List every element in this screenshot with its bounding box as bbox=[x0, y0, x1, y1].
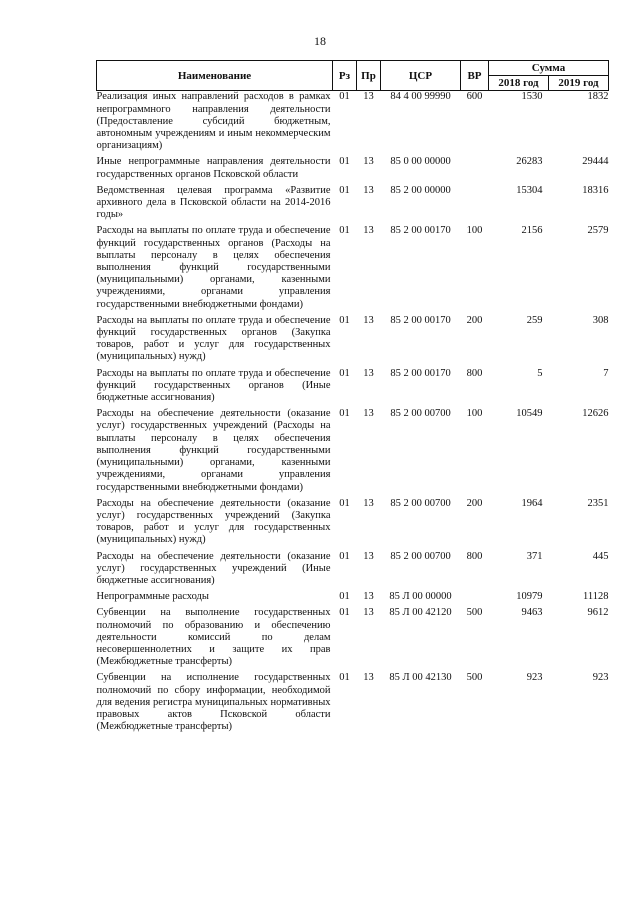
table-row bbox=[97, 364, 609, 405]
row-amount-2019: 923 bbox=[592, 672, 609, 684]
row-rz: 01 bbox=[339, 408, 350, 420]
row-pr: 13 bbox=[363, 408, 374, 420]
page-number: 18 bbox=[314, 34, 326, 48]
row-name: Расходы на обеспечение деятельности (оказание услуг) государственных учреждений (Закупка товаров, работ и услуг для государственных (муниципальных) нужд) bbox=[96, 497, 331, 546]
row-name: Ведомственная целевая программа «Развитие архивного дела в Псковской области на 2014-2016 годы» bbox=[96, 184, 331, 221]
header-name: Наименование bbox=[97, 61, 333, 91]
row-csr: 85 2 00 00170 bbox=[390, 225, 451, 237]
row-amount-2019: 9612 bbox=[587, 607, 609, 619]
row-pr: 13 bbox=[363, 91, 374, 103]
table-row bbox=[97, 152, 609, 180]
row-rz: 01 bbox=[339, 497, 350, 509]
row-amount-2019: 11128 bbox=[583, 591, 609, 603]
row-pr: 13 bbox=[363, 314, 374, 326]
row-amount-2019: 2351 bbox=[587, 497, 609, 509]
row-pr: 13 bbox=[363, 672, 374, 684]
table-row bbox=[97, 181, 609, 222]
row-name: Субвенции на выполнение государственных полномочий по образованию и обеспечению деятельности комиссий по делам несовершеннолетних и защите их прав (Межбюджетные трансферты) bbox=[96, 607, 331, 668]
row-pr: 13 bbox=[363, 225, 374, 237]
header-year-2018: 2018 год bbox=[489, 76, 549, 91]
row-name: Субвенции на исполнение государственных полномочий по сбору информации, необходимой для ведения регистра муниципальных нормативных правовых актов Псковской области (Межбюджетные трансферты) bbox=[96, 672, 331, 733]
table-row bbox=[97, 547, 609, 588]
row-name: Расходы на обеспечение деятельности (оказание услуг) государственных учреждений (Расходы на выплаты персоналу в целях обеспечения выполнения функций государственными (муниципальными) органами, казенными учреждениями, органами управления государственными внебюджетными фондами) bbox=[96, 408, 331, 493]
table-row bbox=[97, 404, 609, 493]
row-rz: 01 bbox=[339, 184, 350, 196]
row-amount-2019: 7 bbox=[603, 367, 609, 379]
row-vr: 200 bbox=[466, 497, 483, 509]
row-pr: 13 bbox=[363, 156, 374, 168]
header-vr: ВР bbox=[461, 61, 489, 91]
row-amount-2019: 308 bbox=[592, 314, 609, 326]
row-vr bbox=[461, 587, 489, 603]
table-body bbox=[97, 91, 609, 733]
header-sum: Сумма bbox=[489, 61, 609, 76]
row-amount-2018: 10549 bbox=[516, 408, 543, 420]
row-pr: 13 bbox=[363, 607, 374, 619]
row-name: Расходы на выплаты по оплате труда и обеспечение функций государственных органов (Расходы на выплаты персоналу в целях обеспечения выполнения функций государственными (муниципальными) органами, казенными учреждениями, органами управления государственными внебюджетными фондами) bbox=[96, 225, 331, 310]
header-pr: Пр bbox=[357, 61, 381, 91]
row-pr: 13 bbox=[363, 550, 374, 562]
row-csr: 85 2 00 00170 bbox=[390, 367, 451, 379]
row-amount-2019: 12626 bbox=[582, 408, 609, 420]
table-row bbox=[97, 91, 609, 153]
row-csr: 85 2 00 00700 bbox=[390, 408, 451, 420]
table-row bbox=[97, 221, 609, 310]
row-csr: 85 0 00 00000 bbox=[390, 156, 451, 168]
row-pr: 13 bbox=[363, 591, 374, 603]
row-csr: 85 2 00 00700 bbox=[390, 550, 451, 562]
row-csr: 85 2 00 00170 bbox=[390, 314, 451, 326]
row-vr: 200 bbox=[466, 314, 483, 326]
row-amount-2018: 1964 bbox=[521, 497, 543, 509]
table-row bbox=[97, 587, 609, 603]
table-row bbox=[97, 311, 609, 364]
row-vr: 600 bbox=[466, 91, 483, 103]
row-vr: 500 bbox=[466, 607, 483, 619]
row-rz: 01 bbox=[339, 672, 350, 684]
row-vr: 100 bbox=[466, 225, 483, 237]
row-csr: 85 Л 00 00000 bbox=[389, 591, 452, 603]
row-amount-2019: 1832 bbox=[587, 91, 609, 103]
row-pr: 13 bbox=[363, 367, 374, 379]
row-rz: 01 bbox=[339, 314, 350, 326]
row-amount-2018: 10979 bbox=[516, 591, 543, 603]
row-vr: 500 bbox=[466, 672, 483, 684]
row-amount-2018: 26283 bbox=[516, 156, 543, 168]
row-amount-2018: 923 bbox=[526, 672, 543, 684]
table-row bbox=[97, 494, 609, 547]
table-header bbox=[97, 61, 609, 91]
row-amount-2019: 29444 bbox=[582, 156, 609, 168]
row-name: Расходы на выплаты по оплате труда и обеспечение функций государственных органов (Закупка товаров, работ и услуг для государственных (муниципальных) нужд) bbox=[96, 314, 331, 363]
row-amount-2018: 5 bbox=[537, 367, 543, 379]
row-rz: 01 bbox=[339, 91, 350, 103]
row-csr: 85 2 00 00700 bbox=[390, 497, 451, 509]
row-vr: 800 bbox=[466, 550, 483, 562]
row-csr: 85 Л 00 42130 bbox=[389, 672, 452, 684]
row-rz: 01 bbox=[339, 550, 350, 562]
row-csr: 84 4 00 99990 bbox=[390, 91, 451, 103]
header-rz: Рз bbox=[333, 61, 357, 91]
row-vr bbox=[461, 181, 489, 222]
row-amount-2018: 371 bbox=[526, 550, 543, 562]
row-vr: 100 bbox=[466, 408, 483, 420]
row-amount-2019: 2579 bbox=[587, 225, 609, 237]
row-vr: 800 bbox=[466, 367, 483, 379]
table-row bbox=[97, 603, 609, 668]
row-name: Иные непрограммные направления деятельности государственных органов Псковской области bbox=[96, 156, 331, 180]
row-rz: 01 bbox=[339, 607, 350, 619]
row-amount-2018: 259 bbox=[526, 314, 543, 326]
row-rz: 01 bbox=[339, 367, 350, 379]
row-csr: 85 Л 00 42120 bbox=[389, 607, 452, 619]
row-name: Непрограммные расходы bbox=[96, 591, 209, 603]
row-pr: 13 bbox=[363, 497, 374, 509]
row-name: Расходы на обеспечение деятельности (оказание услуг) государственных учреждений (Иные бюджетные ассигнования) bbox=[96, 550, 331, 586]
table-row bbox=[97, 668, 609, 733]
row-rz: 01 bbox=[339, 156, 350, 168]
header-csr: ЦСР bbox=[381, 61, 461, 91]
row-amount-2018: 2156 bbox=[521, 225, 543, 237]
row-amount-2019: 445 bbox=[592, 550, 609, 562]
row-vr bbox=[461, 152, 489, 180]
row-amount-2018: 15304 bbox=[516, 184, 543, 196]
row-name: Реализация иных направлений расходов в рамках непрограммного направления деятельности (Предоставление субсидий бюджетным, автономным учреждениям и иным некоммерческим организациям) bbox=[96, 91, 331, 152]
budget-table bbox=[96, 60, 609, 733]
row-rz: 01 bbox=[339, 591, 350, 603]
row-rz: 01 bbox=[339, 225, 350, 237]
row-pr: 13 bbox=[363, 184, 374, 196]
row-csr: 85 2 00 00000 bbox=[390, 184, 451, 196]
header-year-2019: 2019 год bbox=[549, 76, 609, 91]
row-amount-2019: 18316 bbox=[582, 184, 609, 196]
row-amount-2018: 1530 bbox=[521, 91, 543, 103]
row-amount-2018: 9463 bbox=[521, 607, 543, 619]
row-name: Расходы на выплаты по оплате труда и обеспечение функций государственных органов (Иные бюджетные ассигнования) bbox=[96, 367, 331, 404]
